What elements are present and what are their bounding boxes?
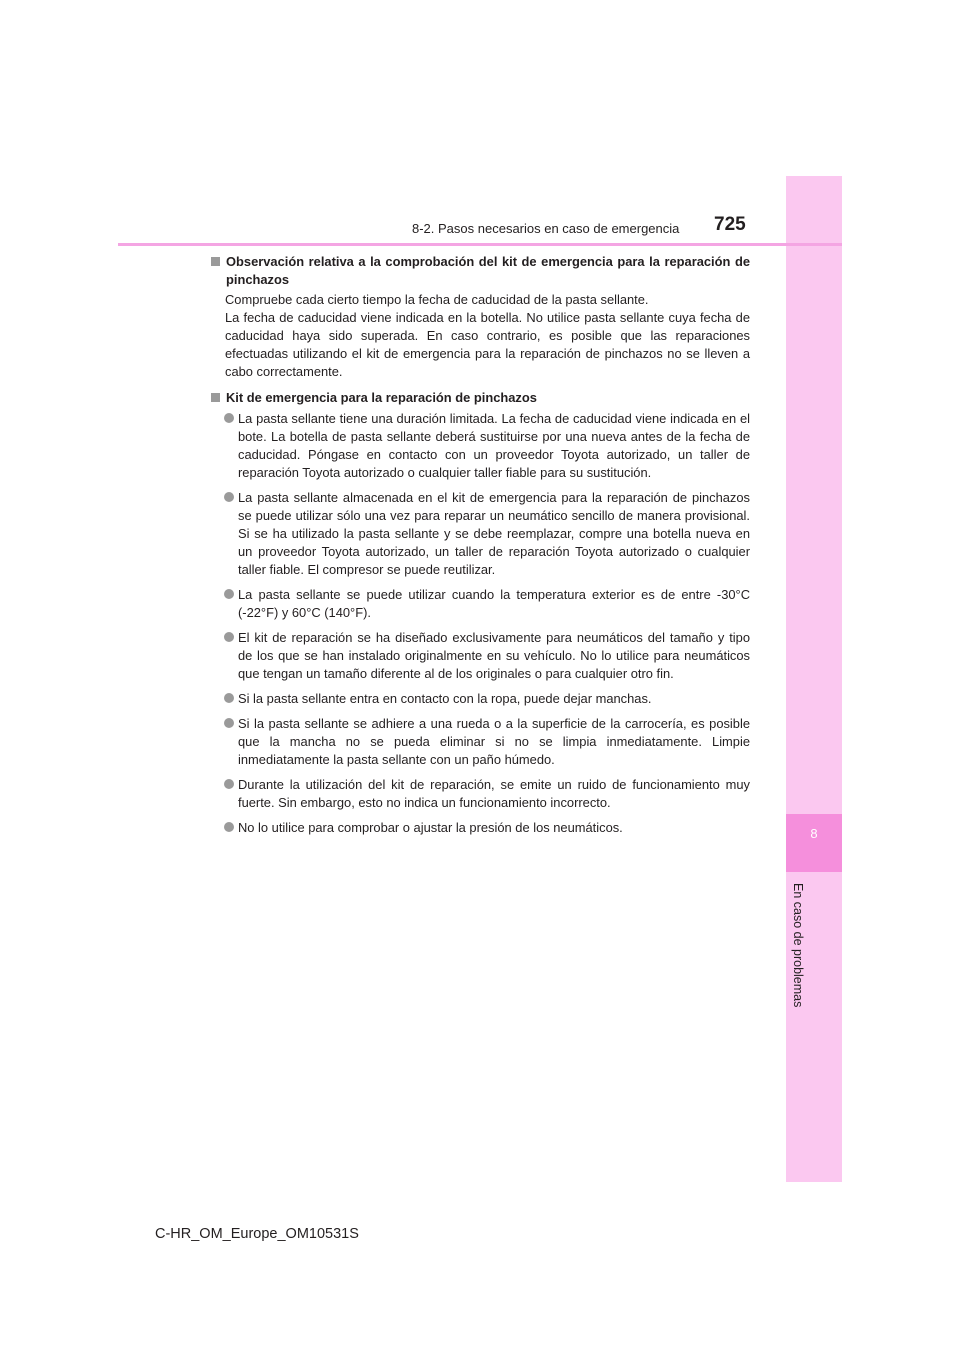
list-item [210, 819, 750, 837]
heading-text: Observación relativa a la comprobación del kit de emergencia para la reparación de pinchazos [226, 254, 750, 287]
main-content [210, 253, 750, 837]
circle-bullet-icon [224, 589, 234, 599]
circle-bullet-icon [224, 632, 234, 642]
circle-bullet-icon [224, 492, 234, 502]
square-bullet-icon [211, 393, 220, 402]
list-item-text: La pasta sellante se puede utilizar cuando la temperatura exterior es de entre -30°C (-22°F) y 60°C (140°F). [238, 587, 750, 620]
section-heading [210, 253, 750, 289]
circle-bullet-icon [224, 718, 234, 728]
side-tab-background [786, 176, 842, 1182]
circle-bullet-icon [224, 693, 234, 703]
list-item-text: Si la pasta sellante entra en contacto con la ropa, puede dejar manchas. [238, 691, 652, 706]
list-item-text: No lo utilice para comprobar o ajustar la presión de los neumáticos. [238, 820, 623, 835]
section-heading [210, 389, 750, 407]
chapter-tab [786, 814, 842, 872]
list-item [210, 690, 750, 708]
page-number: 725 [714, 214, 746, 235]
list-item-text: La pasta sellante tiene una duración limitada. La fecha de caducidad viene indicada en el bote. La botella de pasta sellante deberá sustituirse por una nueva antes de la fecha de caducidad. Póngase en contacto con un proveedor Toyota autorizado, un taller de reparación Toyota autorizado o cualquier taller fiable para su sustitución. [238, 411, 750, 480]
list-item-text: El kit de reparación se ha diseñado exclusivamente para neumáticos del tamaño y tipo de los que se han instalado originalmente en su vehículo. No lo utilice para neumáticos que tengan un tamaño diferente al de los originales o para cualquier otro fin. [238, 630, 750, 681]
chapter-number: 8 [810, 826, 818, 841]
list-item [210, 715, 750, 769]
list-item [210, 410, 750, 482]
list-item-text: Durante la utilización del kit de reparación, se emite un ruido de funcionamiento muy fuerte. Sin embargo, esto no indica un funcionamiento incorrecto. [238, 777, 750, 810]
list-item [210, 629, 750, 683]
heading-text: Kit de emergencia para la reparación de pinchazos [226, 390, 537, 405]
header-section-title: 8-2. Pasos necesarios en caso de emergencia [412, 221, 680, 236]
document-code: C-HR_OM_Europe_OM10531S [155, 1226, 359, 1242]
list-item [210, 489, 750, 579]
list-item [210, 586, 750, 622]
paragraph-line: Compruebe cada cierto tiempo la fecha de caducidad de la pasta sellante. [225, 292, 649, 307]
list-item-text: Si la pasta sellante se adhiere a una rueda o a la superficie de la carrocería, es posible que la mancha no se pueda eliminar si no se limpia inmediatamente. Limpie inmediatamente la pasta sellante con un paño húmedo. [238, 716, 750, 767]
paragraph [210, 291, 750, 381]
list-item [210, 776, 750, 812]
circle-bullet-icon [224, 413, 234, 423]
list-item-text: La pasta sellante almacenada en el kit de emergencia para la reparación de pinchazos se puede utilizar sólo una vez para reparar un neumático sencillo de manera provisional. Si se ha utilizado la pasta sellante y se debe reemplazar, compre una botella nueva en un proveedor Toyota autorizado, un taller de reparación Toyota autorizado o cualquier taller fiable. El compresor se puede reutilizar. [238, 490, 750, 577]
header-rule [118, 243, 842, 246]
chapter-label: En caso de problemas [791, 883, 805, 1008]
square-bullet-icon [211, 257, 220, 266]
circle-bullet-icon [224, 822, 234, 832]
paragraph-line: La fecha de caducidad viene indicada en la botella. No utilice pasta sellante cuya fecha de caducidad haya sido superada. En caso contrario, es posible que las reparaciones efectuadas utilizando el kit de emergencia para la reparación de pinchazos no se lleven a cabo correctamente. [225, 310, 750, 379]
circle-bullet-icon [224, 779, 234, 789]
